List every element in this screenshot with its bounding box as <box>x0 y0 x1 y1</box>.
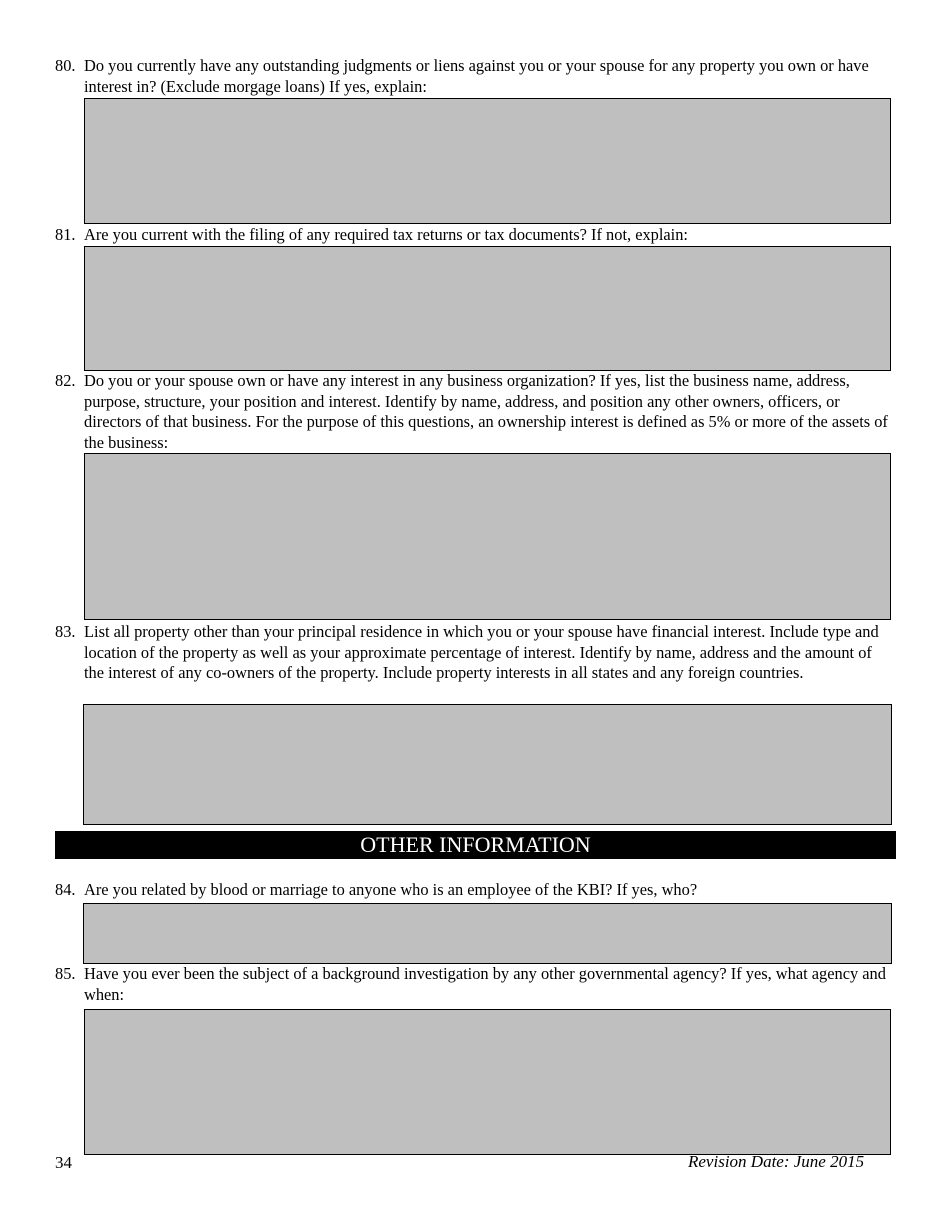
answer-field-81[interactable] <box>84 246 891 371</box>
question-text: Are you current with the filing of any required tax returns or tax documents? If not, explain: <box>84 225 688 244</box>
revision-date: Revision Date: June 2015 <box>688 1152 865 1171</box>
question-83 <box>55 622 893 684</box>
question-number: 82. <box>55 371 76 390</box>
answer-field-85[interactable] <box>84 1009 891 1155</box>
question-number: 80. <box>55 56 76 75</box>
answer-field-82[interactable] <box>84 453 891 620</box>
answer-field-83[interactable] <box>83 704 892 825</box>
answer-field-80[interactable] <box>84 98 891 224</box>
question-text: List all property other than your principal residence in which you or your spouse have financial interest. Include type and location of the property as well as your approximate percentage of interest. Identify by name, address and the amount of the interest of any co-owners of the property. Include property interests in all states and any foreign countries. <box>84 622 879 683</box>
question-82 <box>55 371 893 454</box>
page-number: 34 <box>55 1153 72 1172</box>
question-number: 85. <box>55 964 76 983</box>
question-80 <box>55 56 893 97</box>
question-text: Have you ever been the subject of a background investigation by any other governmental agency? If yes, what agency and when: <box>84 964 886 1004</box>
question-81 <box>55 225 893 246</box>
question-number: 83. <box>55 622 76 641</box>
question-text: Do you or your spouse own or have any interest in any business organization? If yes, list the business name, address, purpose, structure, your position and interest. Identify by name, address, and position any other owners, officers, or directors of that business. For the purpose of this questions, an ownership interest is defined as 5% or more of the assets of the business: <box>84 371 888 453</box>
question-number: 81. <box>55 225 76 244</box>
question-84 <box>55 880 893 901</box>
question-number: 84. <box>55 880 76 899</box>
question-text: Are you related by blood or marriage to anyone who is an employee of the KBI? If yes, who? <box>84 880 698 899</box>
answer-field-84[interactable] <box>83 903 892 964</box>
section-header: OTHER INFORMATION <box>55 831 896 859</box>
question-text: Do you currently have any outstanding judgments or liens against you or your spouse for any property you own or have interest in? (Exclude morgage loans) If yes, explain: <box>84 56 869 96</box>
question-85 <box>55 964 893 1005</box>
